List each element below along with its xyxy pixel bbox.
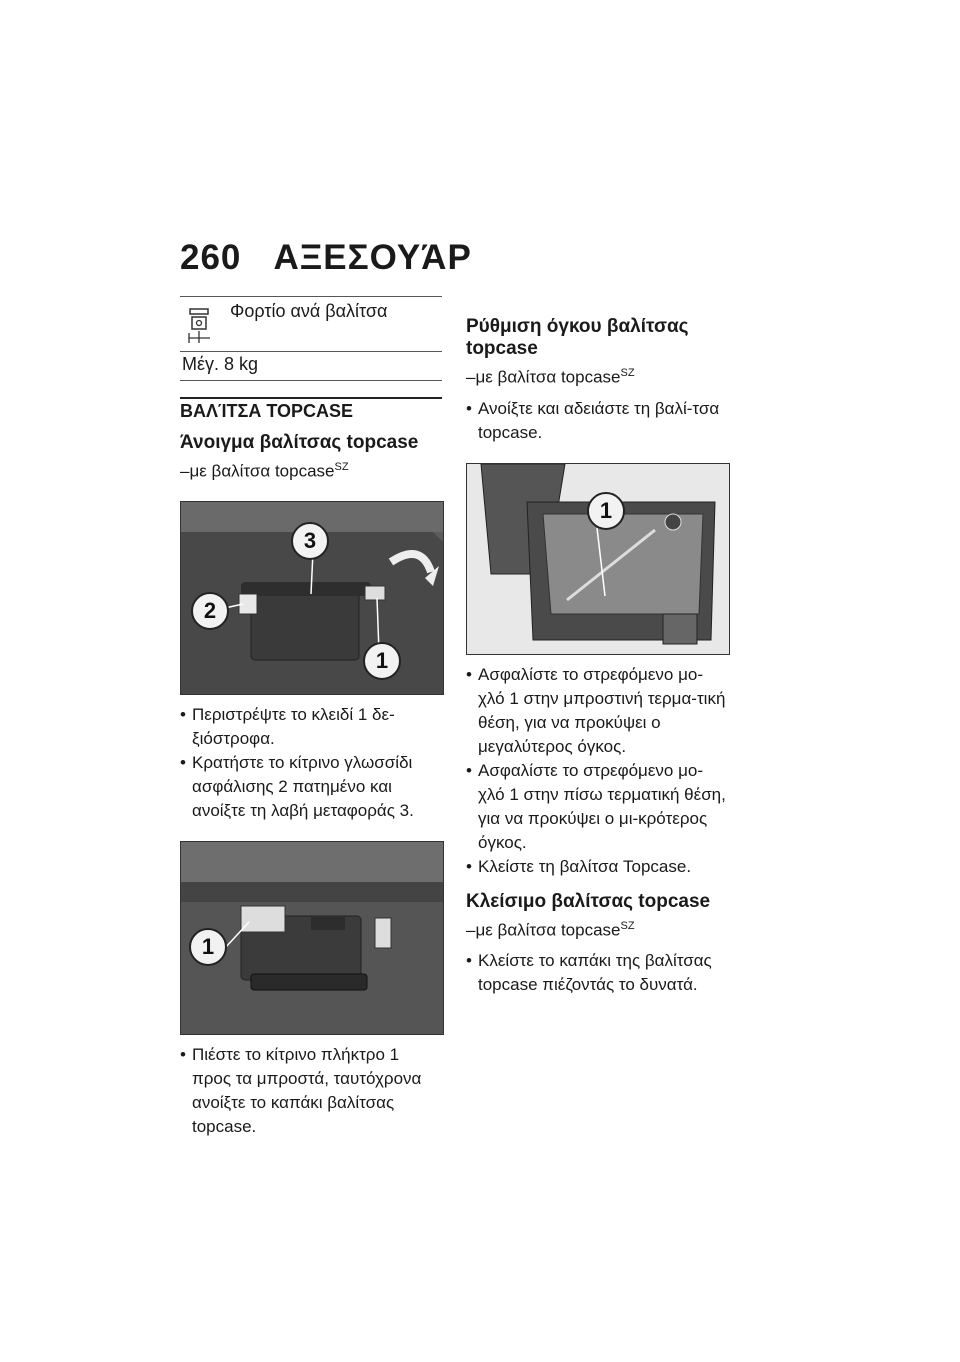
list-item: • Πιέστε το κίτρινο πλήκτρο 1 προς τα μπροστά, ταυτόχρονα ανοίξτε το καπάκι βαλίτσας topcase. xyxy=(180,1043,442,1139)
section-title: ΒΑΛΊΤΣΑ TOPCASE xyxy=(180,397,442,422)
opening-steps-2 xyxy=(180,1043,442,1139)
opening-steps-1 xyxy=(180,703,442,823)
closing-title: Κλείσιμο βαλίτσας topcase xyxy=(466,890,711,912)
list-item: • Ανοίξτε και αδειάστε τη βαλί-τσα topcase. xyxy=(466,397,728,445)
left-column xyxy=(180,296,442,1139)
volume-requirement: –με βαλίτσα topcase$^{SZ}$ xyxy=(466,367,635,387)
list-item: • Περιστρέψτε το κλειδί 1 δε-ξιόστροφα. xyxy=(180,703,442,751)
callout-1: 1 xyxy=(363,642,401,680)
topcase-latch-photo xyxy=(180,841,444,1035)
right-column xyxy=(466,316,728,997)
spec-table xyxy=(180,296,442,381)
callout-1: 1 xyxy=(587,492,625,530)
load-weight-icon xyxy=(186,305,220,345)
opening-title: Άνοιγμα βαλίτσας topcase xyxy=(180,432,419,453)
list-item: • Κλείστε το καπάκι της βαλίτσας topcase πιέζοντάς το δυνατά. xyxy=(466,949,728,997)
spec-value: Μέγ. 8 kg xyxy=(182,354,259,374)
topcase-key-photo xyxy=(180,501,444,695)
callout-1: 1 xyxy=(189,928,227,966)
list-item: • Κλείστε τη βαλίτσα Topcase. xyxy=(466,855,728,879)
callout-2: 2 xyxy=(191,592,229,630)
opening-requirement: –με βαλίτσα topcase$^{SZ}$ xyxy=(180,461,349,481)
closing-steps xyxy=(466,949,728,997)
topcase-interior-photo xyxy=(466,463,730,655)
closing-requirement: –με βαλίτσα topcase$^{SZ}$ xyxy=(466,919,635,940)
chapter-title: ΑΞΕΣΟΥΆΡ xyxy=(273,238,472,277)
volume-title: Ρύθμιση όγκου βαλίτσας topcase xyxy=(466,316,689,359)
list-item: • Κρατήστε το κίτρινο γλωσσίδι ασφάλισης 2 πατημένο και ανοίξτε τη λαβή μεταφοράς 3. xyxy=(180,751,442,823)
spec-header xyxy=(180,297,442,352)
spec-label: Φορτίο ανά βαλίτσα xyxy=(230,301,388,321)
list-item: • Ασφαλίστε το στρεφόμενο μο-χλό 1 στην πίσω τερματική θέση, για να προκύψει ο μι-κρότερος όγκος. xyxy=(466,759,728,855)
page-header xyxy=(180,238,472,278)
callout-3: 3 xyxy=(291,522,329,560)
volume-steps-2 xyxy=(466,663,728,879)
page-number: 260 xyxy=(180,238,242,277)
volume-steps-1 xyxy=(466,397,728,445)
topcase-interior-illustration xyxy=(467,464,729,654)
list-item: • Ασφαλίστε το στρεφόμενο μο-χλό 1 στην μπροστινή τερμα-τική θέση, για να προκύψει ο μεγαλύτερος όγκος. xyxy=(466,663,728,759)
